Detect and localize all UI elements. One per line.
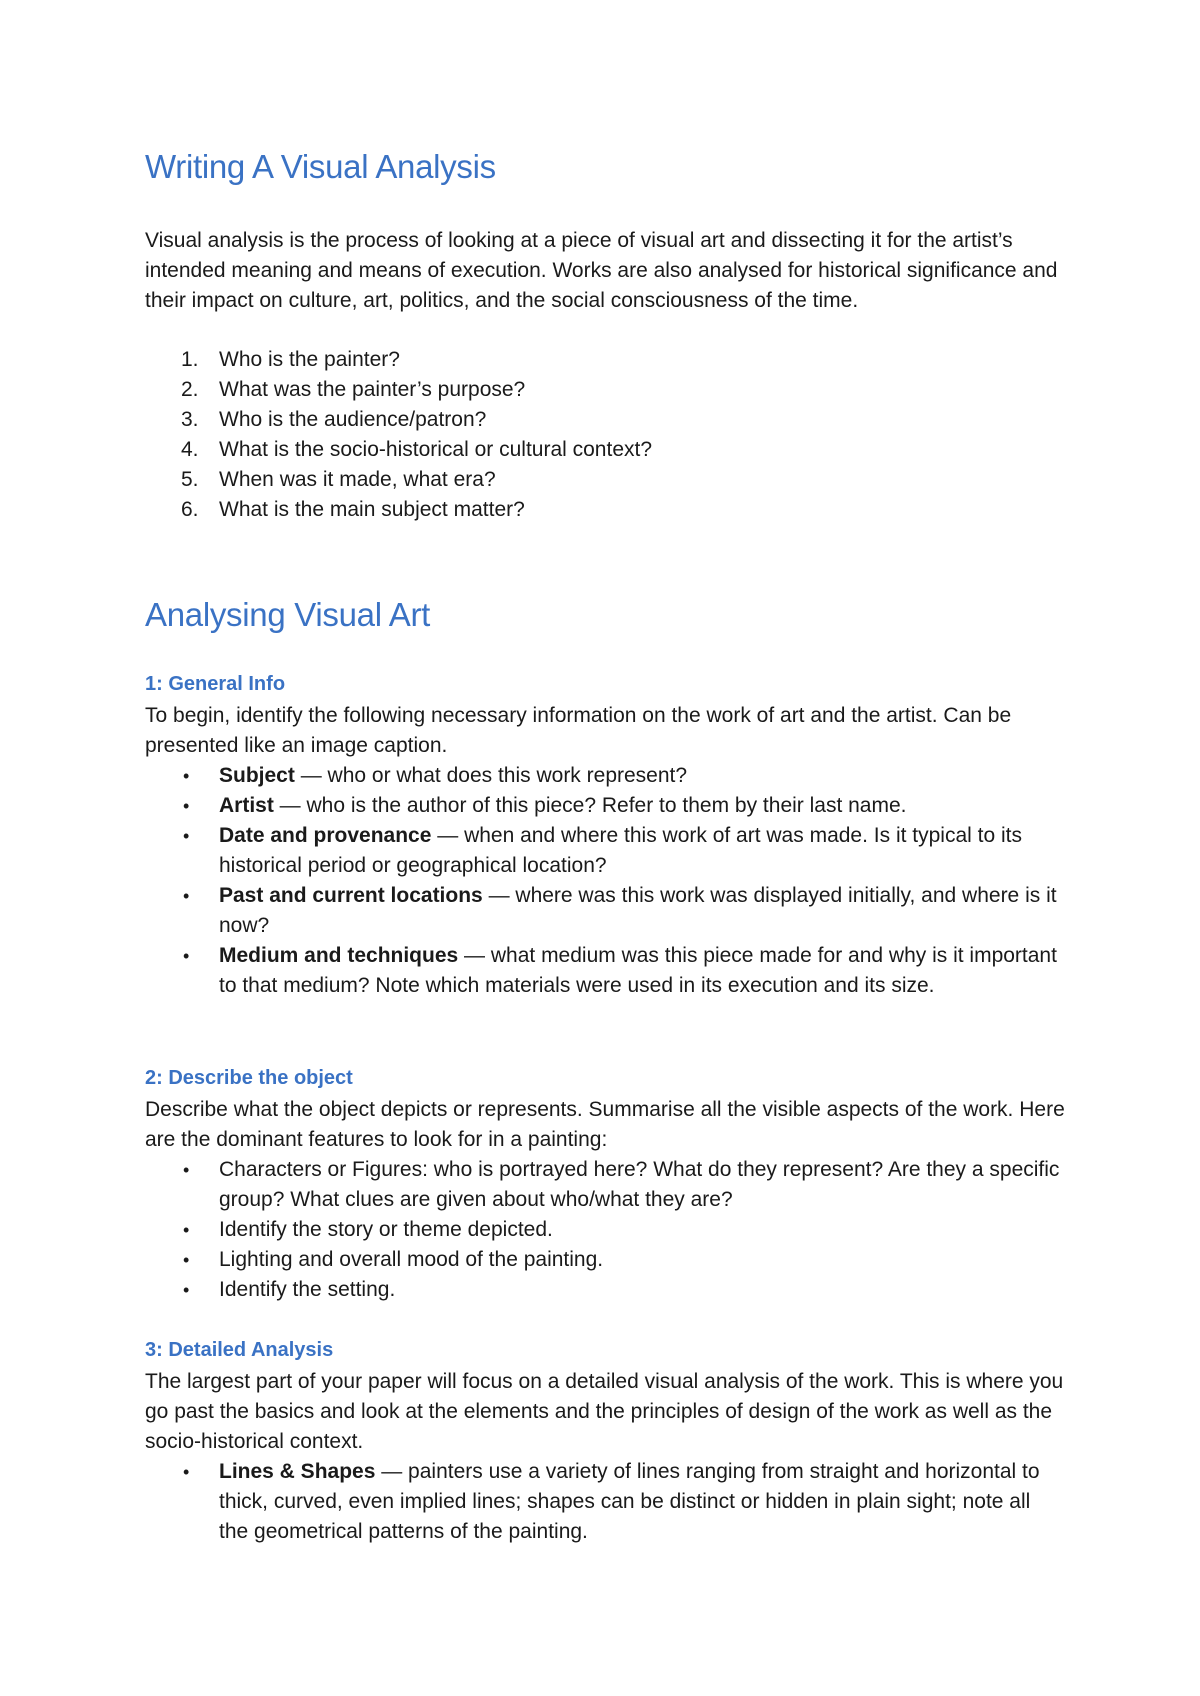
list-number: 2. — [181, 378, 199, 401]
term-label: Lines & Shapes — [219, 1460, 376, 1483]
list-item — [145, 375, 1065, 405]
question-list — [145, 345, 1065, 525]
list-item — [145, 791, 1065, 821]
list-number: 4. — [181, 438, 199, 461]
list-number: 3. — [181, 408, 199, 431]
bullet-icon: • — [183, 1462, 190, 1482]
bullet-icon: • — [183, 886, 190, 906]
bullet-icon: • — [183, 1280, 190, 1300]
list-item — [145, 495, 1065, 525]
term-description: — when and where this work of art was made. Is it typical to its historical period or geographical location? — [219, 824, 1022, 877]
general-info-list — [145, 761, 1065, 1001]
bullet-icon: • — [183, 946, 190, 966]
list-item-text: Identify the story or theme depicted. — [219, 1218, 553, 1241]
list-item-text: What is the main subject matter? — [219, 498, 525, 521]
detailed-paragraph: The largest part of your paper will focus on a detailed visual analysis of the work. This is where you go past the basics and look at the elements and the principles of design of the work as well as the socio-historical context. — [145, 1370, 1064, 1453]
general-info-paragraph: To begin, identify the following necessary information on the work of art and the artist. Can be presented like an image caption. — [145, 704, 1012, 757]
list-item-text: When was it made, what era? — [219, 468, 496, 491]
list-number: 6. — [181, 498, 199, 521]
list-item — [145, 821, 1065, 881]
list-item — [145, 465, 1065, 495]
bullet-icon: • — [183, 796, 190, 816]
list-item — [145, 405, 1065, 435]
term-label: Subject — [219, 764, 295, 787]
term-description: — where was this work was displayed initially, and where is it now? — [219, 884, 1057, 937]
term-description: — who or what does this work represent? — [294, 764, 688, 787]
term-label: Past and current locations — [219, 884, 483, 907]
list-item — [145, 345, 1065, 375]
list-item-text: What was the painter’s purpose? — [219, 378, 526, 401]
page-title: Writing A Visual Analysis — [145, 148, 496, 185]
list-item — [145, 1245, 1065, 1275]
describe-paragraph: Describe what the object depicts or represents. Summarise all the visible aspects of the work. Here are the dominant features to look for in a painting: — [145, 1098, 1065, 1151]
list-item-text: Characters or Figures: who is portrayed here? What do they represent? Are they a specific group? What clues are given about who/what they are? — [219, 1158, 1060, 1211]
term-label: Medium and techniques — [219, 944, 459, 967]
bullet-icon: • — [183, 766, 190, 786]
list-item-text: What is the socio-historical or cultural context? — [219, 438, 653, 461]
bullet-icon: • — [183, 826, 190, 846]
subsection-heading-describe: 2: Describe the object — [145, 1067, 353, 1089]
list-item-text: Who is the painter? — [219, 348, 400, 371]
term-description: — who is the author of this piece? Refer to them by their last name. — [273, 794, 907, 817]
list-item — [145, 881, 1065, 941]
term-label: Artist — [219, 794, 274, 817]
subsection-heading-detailed: 3: Detailed Analysis — [145, 1339, 334, 1361]
intro-paragraph: Visual analysis is the process of looking at a piece of visual art and dissecting it for the artist’s intended meaning and means of execution. Works are also analysed for historical significance and their impact on culture, art, politics, and the social consciousness of the time. — [145, 229, 1058, 312]
list-item — [145, 435, 1065, 465]
detailed-list — [145, 1457, 1065, 1547]
term-description: — painters use a variety of lines ranging from straight and horizontal to thick, curved, even implied lines; shapes can be distinct or hidden in plain sight; note all the geometrical patterns of the painting. — [219, 1460, 1040, 1543]
list-item — [145, 761, 1065, 791]
term-label: Date and provenance — [219, 824, 432, 847]
subsection-heading-general-info: 1: General Info — [145, 673, 286, 695]
describe-list — [145, 1155, 1065, 1305]
list-item-text: Who is the audience/patron? — [219, 408, 487, 431]
list-item — [145, 1457, 1065, 1547]
term-description: — what medium was this piece made for and why is it important to that medium? Note which materials were used in its execution and its size. — [219, 944, 1057, 997]
list-item-text: Lighting and overall mood of the painting. — [219, 1248, 604, 1271]
list-item — [145, 1155, 1065, 1215]
list-number: 1. — [181, 348, 199, 371]
list-item-text: Identify the setting. — [219, 1278, 396, 1301]
list-item — [145, 941, 1065, 1001]
bullet-icon: • — [183, 1220, 190, 1240]
bullet-icon: • — [183, 1250, 190, 1270]
bullet-icon: • — [183, 1160, 190, 1180]
list-item — [145, 1215, 1065, 1245]
list-item — [145, 1275, 1065, 1305]
list-number: 5. — [181, 468, 199, 491]
section-title: Analysing Visual Art — [145, 596, 431, 633]
